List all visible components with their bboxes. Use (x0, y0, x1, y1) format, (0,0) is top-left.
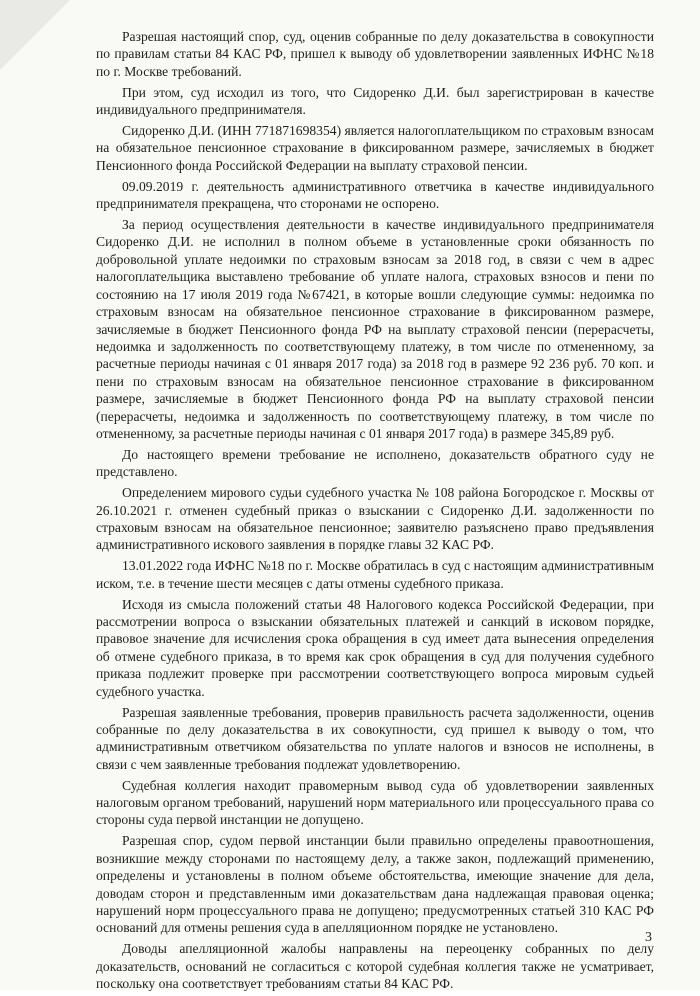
paragraph-1: Разрешая настоящий спор, суд, оценив собранные по делу доказательства в совокупности по правилам статьи 84 КАС РФ, пришел к выводу об удовлетворении заявленных ИФНС №18 по г. Москве требований. (96, 29, 654, 79)
paragraph-10: Разрешая заявленные требования, проверив правильность расчета задолженности, оценив собранные по делу доказательства в их совокупности, суд пришел к выводу о том, что административным ответчиком обязательства по уплате налогов и взносов не исполнены, в связи с чем заявленные требования подлежат удовлетворению. (96, 704, 654, 772)
page-corner-shadow (0, 0, 70, 70)
paragraph-13: Доводы апелляционной жалобы направлены на переоценку собранных по делу доказательств, оснований не согласиться с которой судебная коллегия также не усматривает, поскольку она соответствует требованиям статьи 84 КАС РФ. (96, 941, 654, 992)
document-body (96, 28, 654, 996)
paragraph-12: Разрешая спор, судом первой инстанции были правильно определены правоотношения, возникшие между сторонами по настоящему делу, а также закон, подлежащий применению, определены и установлены в полном объеме обстоятельства, имеющие значение для дела, доводам сторон и представленным ими доказательствам дана надлежащая правовая оценка; нарушений норм процессуального права не допущено; предусмотренных статьей 310 КАС РФ оснований для отмены решения суда в апелляционном порядке не установлено. (96, 833, 654, 936)
paragraph-8: 13.01.2022 года ИФНС №18 по г. Москве обратилась в суд с настоящим административным иском, т.е. в течение шести месяцев с даты отмены судебного приказа. (96, 558, 654, 591)
paragraph-4: 09.09.2019 г. деятельность административного ответчика в качестве индивидуального предпринимателя прекращена, что сторонами не оспорено. (96, 178, 654, 212)
paragraph-11: Судебная коллегия находит правомерным вывод суда об удовлетворении заявленных налоговым органом требований, нарушений норм материального или процессуального права со стороны суда первой инстанции не допущено. (96, 777, 654, 828)
paragraph-5: За период осуществления деятельности в качестве индивидуального предпринимателя Сидоренко Д.И. не исполнил в полном объеме в установленные сроки обязанность по добровольной уплате недоимки по страховым взносам за 2018 год, в связи с чем в адрес налогоплательщика выставлено требование об уплате налога, страховых взносов и пени по состоянию на 17 июля 2019 года №67421, в которые вошли следующие суммы: недоимка по страховым взносам на обязательное пенсионное страхование в фиксированном размере, зачисляемые в бюджет Пенсионного фонда РФ на выплату страховой пенсии (перерасчеты, недоимка и задолженность по соответствующему платежу, в том числе по отмененному, за расчетные периоды начиная с 01 января 2017 года) за 2018 год в размере 92 236 руб. 70 коп. и пени по страховым взносам на обязательное пенсионное страхование в фиксированном размере, зачисляемые в бюджет Пенсионного фонда РФ на выплату страховой пенсии (перерасчеты, недоимка и задолженность по соответствующему платежу, в том числе по отмененному, за расчетные периоды начиная с 01 января 2017 года) в размере 345,89 руб. (96, 217, 654, 441)
paragraph-3: Сидоренко Д.И. (ИНН 771871698354) является налогоплательщиком по страховым взносам на обязательное пенсионное страхование в фиксированном размере, зачисляемых в бюджет Пенсионного фонда Российской Федерации на выплату страховой пенсии. (96, 123, 654, 173)
paragraph-7: Определением мирового судьи судебного участка № 108 района Богородское г. Москвы от 26.10.2021 г. отменен судебный приказ о взыскании с Сидоренко Д.И. задолженности по страховым взносам на обязательное пенсионное; заявителю разъяснено право предъявления административного искового заявления в порядке главы 32 КАС РФ. (96, 485, 654, 553)
paragraph-6: До настоящего времени требование не исполнено, доказательств обратного суду не представлено. (96, 446, 654, 480)
paragraph-2: При этом, суд исходил из того, что Сидоренко Д.И. был зарегистрирован в качестве индивидуального предпринимателя. (96, 84, 654, 118)
paragraph-9: Исходя из смысла положений статьи 48 Налогового кодекса Российской Федерации, при рассмотрении вопроса о взыскании обязательных платежей и санкций в исковом порядке, правовое значение для исчисления срока обращения в суд имеет дата вынесения определения об отмене судебного приказа, в то время как срок обращения в суд для получения судебного приказа подлежит проверке при рассмотрении соответствующего вопроса мировым судьей судебного участка. (96, 596, 654, 699)
page-number: 3 (645, 930, 652, 945)
